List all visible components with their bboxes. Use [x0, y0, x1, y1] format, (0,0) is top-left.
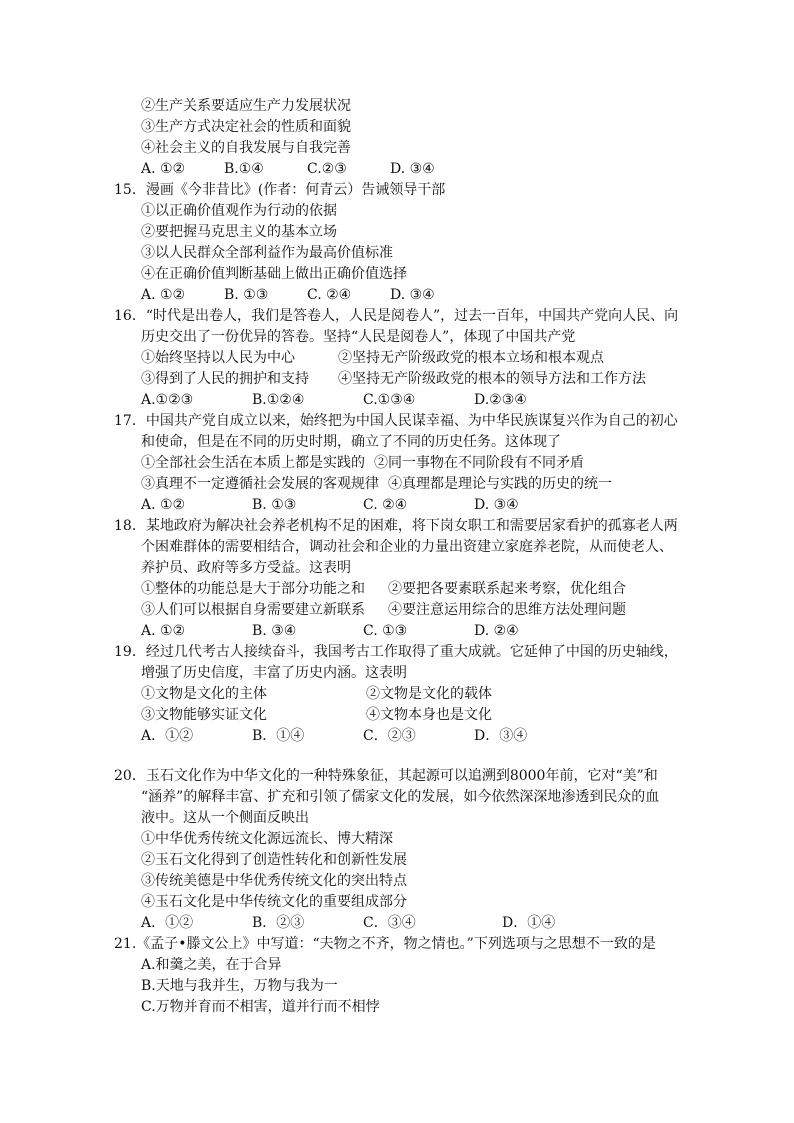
- q17-option-a: A. ①②: [141, 497, 186, 513]
- q18-item-2: ②要把各要素联系起来考察，优化组合: [388, 581, 626, 597]
- q18-option-d: D. ②④: [474, 623, 519, 639]
- q17-item-2: ②同一事物在不同阶段有不同矛盾: [374, 455, 584, 471]
- q16-option-b: B.①②④: [252, 392, 305, 408]
- q19-option-a: A．①②: [141, 728, 194, 744]
- q17-item-3: ③真理不一定遵循社会发展的客观规律: [141, 476, 379, 492]
- q21-stem: 21.《孟子•滕文公上》中写道：“夫物之不齐，物之情也。”下列选项与之思想不一致的是: [114, 936, 656, 952]
- q15-option-a: A. ①②: [141, 287, 186, 303]
- q15-item-3: ③以人民群众全部利益作为最高价值标准: [141, 245, 393, 261]
- q16-item-1: ①始终坚持以人民为中心: [141, 350, 295, 366]
- q14-item-4: ④社会主义的自我发展与自我完善: [141, 140, 351, 156]
- q15-stem: 15．漫画《今非昔比》(作者：何青云）告诫领导干部: [114, 182, 446, 198]
- q16-stem-line-1: 16．“时代是出卷人，我们是答卷人，人民是阅卷人”，过去一百年，中国共产党向人民、向: [114, 308, 679, 324]
- q14-option-b: B.①④: [224, 161, 264, 177]
- q18-stem-line-2: 个困难群体的需要相结合，调动社会和企业的力量出资建立家庭养老院，从而使老人、: [141, 539, 673, 555]
- q16-item-4: ④坚持无产阶级政党的根本的领导方法和工作方法: [338, 371, 646, 387]
- q16-stem-line-2: 历史交出了一份优异的答卷。坚持“人民是阅卷人”，体现了中国共产党: [141, 329, 576, 345]
- q20-option-d: D．①④: [502, 915, 556, 931]
- q16-item-2: ②坚持无产阶级政党的根本立场和根本观点: [338, 350, 604, 366]
- q17-stem-line-2: 和使命，但是在不同的历史时期，确立了不同的历史任务。这体现了: [141, 434, 561, 450]
- q20-stem-line-2: “涵养”的解释丰富、扩充和引领了儒家文化的发展，如今依然深深地渗透到民众的血: [141, 789, 660, 805]
- q14-item-2: ②生产关系要适应生产力发展状况: [141, 98, 351, 114]
- q15-item-4: ④在正确价值判断基础上做出正确价值选择: [141, 266, 407, 282]
- q20-item-2: ②玉石文化得到了创造性转化和创新性发展: [141, 852, 407, 868]
- q20-option-a: A．①②: [141, 915, 194, 931]
- q14-option-c: C.②③: [307, 161, 347, 177]
- q19-item-4: ④文物本身也是文化: [366, 707, 492, 723]
- q20-option-b: B．②③: [252, 915, 305, 931]
- q15-item-2: ②要把握马克思主义的基本立场: [141, 224, 337, 240]
- q20-item-1: ①中华优秀传统文化源远流长、博大精深: [141, 831, 393, 847]
- q20-item-4: ④玉石文化是中华传统文化的重要组成部分: [141, 894, 407, 910]
- q17-item-1: ①全部社会生活在本质上都是实践的: [141, 455, 365, 471]
- q21-option-b: B.天地与我并生，万物与我为一: [141, 978, 338, 994]
- q17-stem-line-1: 17．中国共产党自成立以来，始终把为中国人民谋幸福、为中华民族谋复兴作为自己的初心: [114, 413, 678, 429]
- q21-option-c: C.万物并育而不相害，道并行而不相悖: [141, 999, 380, 1015]
- q18-stem-line-1: 18．某地政府为解决社会养老机构不足的困难，将下岗女职工和需要居家看护的孤寡老人两: [114, 518, 678, 534]
- q18-option-c: C. ①③: [363, 623, 408, 639]
- q20-stem-line-1: 20．玉石文化作为中华文化的一种特殊象征，其起源可以追溯到8000年前，它对“美”和: [114, 768, 658, 784]
- q18-option-a: A. ①②: [141, 623, 186, 639]
- q20-item-3: ③传统美德是中华优秀传统文化的突出特点: [141, 873, 407, 889]
- q17-item-4: ④真理都是理论与实践的历史的统一: [388, 476, 612, 492]
- q17-option-c: C. ②④: [363, 497, 408, 513]
- q16-option-a: A.①②③: [141, 392, 194, 408]
- q15-item-1: ①以正确价值观作为行动的依据: [141, 203, 337, 219]
- q21-option-a: A.和羹之美，在于合异: [141, 957, 282, 973]
- q19-option-d: D．③④: [474, 728, 528, 744]
- q19-option-c: C．②③: [363, 728, 416, 744]
- q19-item-1: ①文物是文化的主体: [141, 686, 267, 702]
- q14-option-a: A. ①②: [141, 161, 186, 177]
- q20-option-c: C．③④: [363, 915, 416, 931]
- q19-option-b: B．①④: [252, 728, 305, 744]
- q18-stem-line-3: 养护员、政府等多方受益。这表明: [141, 560, 351, 576]
- q16-option-d: D.②③④: [474, 392, 527, 408]
- q19-item-2: ②文物是文化的载体: [366, 686, 492, 702]
- q20-stem-line-3: 液中。这从一个侧面反映出: [141, 810, 309, 826]
- q16-item-3: ③得到了人民的拥护和支持: [141, 371, 309, 387]
- q19-stem-line-1: 19．经过几代考古人接续奋斗，我国考古工作取得了重大成就。它延伸了中国的历史轴线，: [114, 644, 678, 660]
- q19-stem-line-2: 增强了历史信度，丰富了历史内涵。这表明: [141, 665, 407, 681]
- q16-option-c: C.①③④: [363, 392, 416, 408]
- q19-item-3: ③文物能够实证文化: [141, 707, 267, 723]
- q14-option-d: D. ③④: [390, 161, 435, 177]
- q14-item-3: ③生产方式决定社会的性质和面貌: [141, 119, 351, 135]
- q17-option-d: D. ③④: [474, 497, 519, 513]
- q18-item-3: ③人们可以根据自身需要建立新联系: [141, 602, 365, 618]
- q18-option-b: B. ③④: [252, 623, 297, 639]
- q15-option-c: C. ②④: [307, 287, 352, 303]
- q15-option-d: D. ③④: [390, 287, 435, 303]
- q18-item-1: ①整体的功能总是大于部分功能之和: [141, 581, 365, 597]
- q17-option-b: B. ①③: [252, 497, 297, 513]
- q15-option-b: B. ①③: [224, 287, 269, 303]
- q18-item-4: ④要注意运用综合的思维方法处理问题: [388, 602, 626, 618]
